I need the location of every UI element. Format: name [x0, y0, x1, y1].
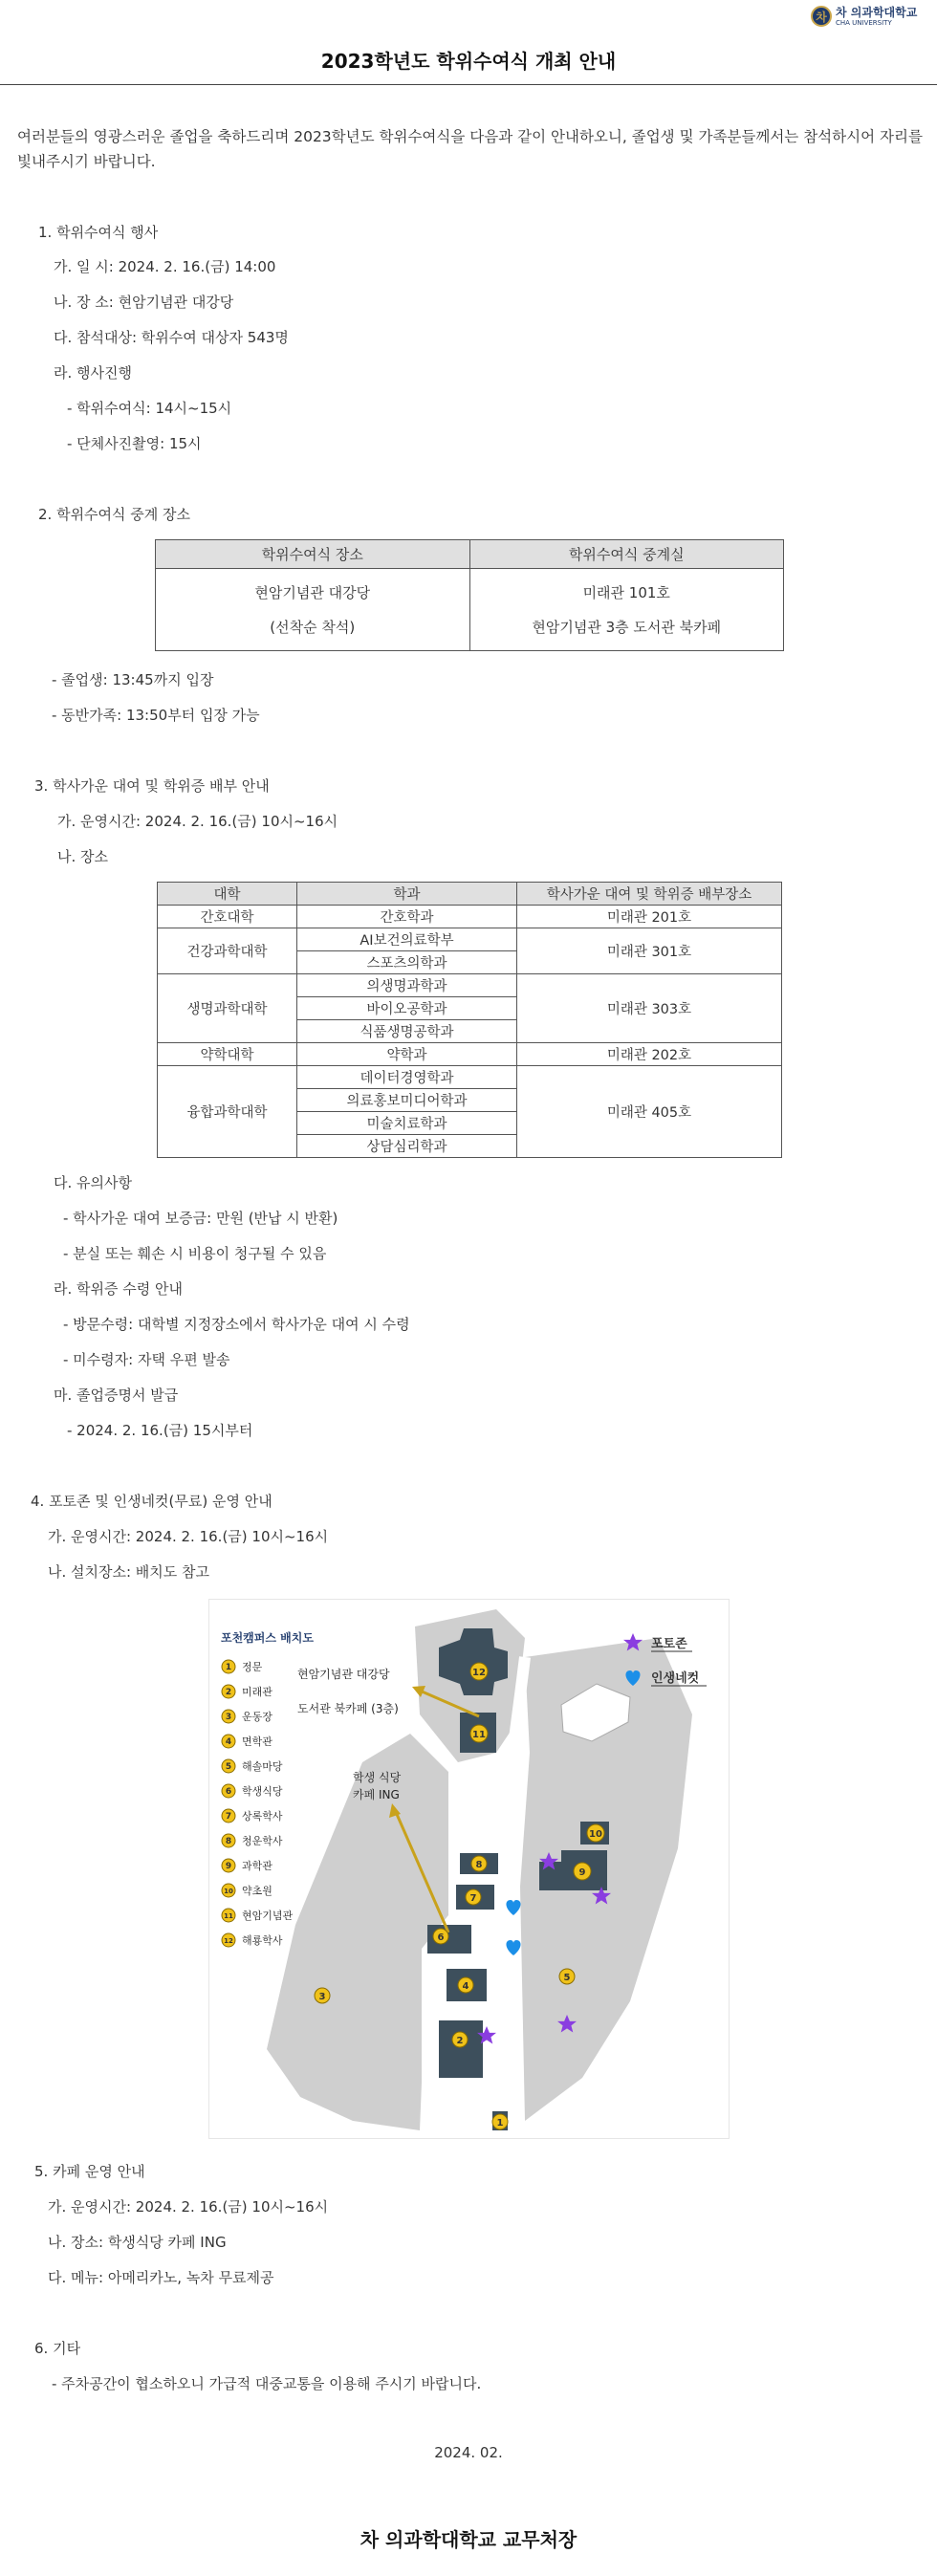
table-row	[158, 928, 782, 951]
dept-cell: AI보건의료학부	[297, 928, 517, 951]
key-photozone-label: 포토존	[651, 1637, 687, 1651]
table-cell	[156, 569, 470, 651]
svg-text:2: 2	[456, 2036, 464, 2046]
dept-cell: 의료홍보미디어학과	[297, 1089, 517, 1112]
table-header: 대학	[158, 883, 297, 906]
svg-text:8: 8	[475, 1860, 483, 1870]
legend-number: 5	[225, 1762, 232, 1772]
s1-program-photo: - 단체사진촬영: 15시	[67, 435, 202, 452]
table-cell	[469, 569, 784, 651]
legend-label: 학생식당	[242, 1785, 283, 1798]
legend-label: 청운학사	[242, 1835, 283, 1847]
campus-map	[208, 1599, 730, 2139]
map-marker-12	[470, 1663, 488, 1680]
dept-cell: 바이오공학과	[297, 997, 517, 1020]
s3-hours: 가. 운영시간: 2024. 2. 16.(금) 10시~16시	[57, 813, 338, 830]
place-cell: 미래관 303호	[517, 974, 782, 1043]
dept-cell: 의생명과학과	[297, 974, 517, 997]
map-marker-10	[587, 1824, 604, 1842]
svg-text:7: 7	[469, 1893, 477, 1904]
issue-date: 2024. 02.	[434, 2444, 503, 2461]
photobooth-heart-icon	[506, 1900, 520, 1915]
map-title: 포천캠퍼스 배치도	[221, 1631, 314, 1645]
place-cell: 미래관 202호	[517, 1043, 782, 1066]
dept-cell: 미술치료학과	[297, 1112, 517, 1135]
broadcast-venue-table	[155, 539, 784, 651]
legend-number: 11	[224, 1912, 233, 1920]
college-cell: 건강과학대학	[158, 928, 297, 974]
college-cell: 간호대학	[158, 906, 297, 928]
callout-cafeteria: 학생 식당	[353, 1771, 402, 1784]
s1-venue: 나. 장 소: 현암기념관 대강당	[54, 294, 234, 311]
key-photobooth-label: 인생네컷	[651, 1671, 700, 1686]
s1-program-ceremony: - 학위수여식: 14시~15시	[67, 400, 232, 417]
s5-place: 나. 장소: 학생식당 카페 ING	[48, 2234, 227, 2251]
dept-cell: 상담심리학과	[297, 1135, 517, 1158]
legend-number: 4	[225, 1737, 232, 1747]
s3-certificate-time: - 2024. 2. 16.(금) 15시부터	[67, 1422, 253, 1439]
table-row	[158, 1066, 782, 1089]
venue-note: (선착순 착석)	[270, 618, 356, 636]
callout-auditorium: 현암기념관 대강당	[297, 1668, 390, 1681]
svg-text:4: 4	[462, 1981, 469, 1992]
map-marker-9	[574, 1863, 591, 1880]
legend-label: 과학관	[242, 1860, 272, 1872]
legend-number: 10	[224, 1888, 233, 1895]
s6-parking-note: - 주차공간이 협소하오니 가급적 대중교통을 이용해 주시기 바랍니다.	[52, 2375, 482, 2392]
s3-note-deposit: - 학사가운 대여 보증금: 만원 (반납 시 반환)	[63, 1210, 338, 1227]
logo-name-en: CHA UNIVERSITY	[836, 18, 892, 27]
college-cell: 약학대학	[158, 1043, 297, 1066]
table-row	[158, 1043, 782, 1066]
legend-label: 미래관	[242, 1686, 272, 1698]
legend-label: 해룡학사	[242, 1934, 283, 1947]
logo-seal-icon: 차	[811, 6, 832, 27]
s1-attendees: 다. 참석대상: 학위수여 대상자 543명	[54, 329, 289, 346]
photobooth-heart-icon	[506, 1940, 520, 1955]
table-header: 학과	[297, 883, 517, 906]
map-marker-4	[458, 1977, 473, 1993]
legend-label: 약초원	[242, 1885, 272, 1897]
svg-text:3: 3	[318, 1992, 326, 2002]
college-cell: 생명과학대학	[158, 974, 297, 1043]
svg-text:5: 5	[563, 1973, 571, 1983]
table-row	[158, 974, 782, 997]
map-marker-11	[470, 1725, 488, 1742]
dept-cell: 약학과	[297, 1043, 517, 1066]
svg-text:12: 12	[472, 1668, 486, 1678]
svg-text:9: 9	[578, 1867, 586, 1878]
s1-program: 라. 행사진행	[54, 364, 132, 382]
svg-text:6: 6	[437, 1932, 445, 1943]
title-divider	[0, 84, 937, 85]
legend-number: 3	[225, 1713, 232, 1722]
table-header: 학사가운 대여 및 학위증 배부장소	[517, 883, 782, 906]
section-5-heading: 5. 카페 운영 안내	[34, 2163, 145, 2180]
college-cell: 융합과학대학	[158, 1066, 297, 1158]
section-4-heading: 4. 포토존 및 인생네컷(무료) 운영 안내	[31, 1493, 272, 1510]
dept-cell: 식품생명공학과	[297, 1020, 517, 1043]
section-1-heading: 1. 학위수여식 행사	[38, 224, 159, 241]
callout-library: 도서관 북카페 (3층)	[297, 1702, 399, 1715]
map-marker-8	[471, 1856, 487, 1871]
s3-diploma-mail: - 미수령자: 자택 우편 발송	[63, 1351, 230, 1368]
s3-place: 나. 장소	[57, 848, 109, 865]
s2-note-graduates: - 졸업생: 13:45까지 입장	[52, 671, 214, 688]
legend-label: 현암기념관	[242, 1910, 294, 1922]
venue-name: 현암기념관 대강당	[254, 583, 371, 601]
map-marker-7	[466, 1889, 481, 1905]
table-row	[158, 906, 782, 928]
map-marker-3	[315, 1988, 330, 2003]
legend-label: 정문	[242, 1661, 263, 1673]
s2-note-family: - 동반가족: 13:50부터 입장 가능	[52, 707, 260, 724]
legend-label: 면학관	[242, 1736, 272, 1748]
legend-label: 상록학사	[242, 1810, 283, 1823]
s5-hours: 가. 운영시간: 2024. 2. 16.(금) 10시~16시	[48, 2198, 329, 2216]
s4-hours: 가. 운영시간: 2024. 2. 16.(금) 10시~16시	[48, 1528, 329, 1545]
map-marker-5	[559, 1969, 575, 1984]
dept-cell: 간호학과	[297, 906, 517, 928]
map-marker-1	[492, 2114, 508, 2129]
svg-text:10: 10	[589, 1829, 602, 1840]
place-cell: 미래관 301호	[517, 928, 782, 974]
map-marker-6	[433, 1929, 448, 1944]
logo-name-ko: 차 의과학대학교	[836, 5, 918, 19]
place-cell: 미래관 405호	[517, 1066, 782, 1158]
s1-datetime: 가. 일 시: 2024. 2. 16.(금) 14:00	[54, 258, 276, 275]
section-3-heading: 3. 학사가운 대여 및 학위증 배부 안내	[34, 777, 270, 795]
s3-notes-heading: 다. 유의사항	[54, 1174, 132, 1191]
document-title: 2023학년도 학위수여식 개최 안내	[320, 50, 617, 73]
map-marker-2	[452, 2032, 468, 2047]
broadcast-room-1: 미래관 101호	[582, 583, 670, 601]
dept-cell: 스포츠의학과	[297, 951, 517, 974]
s3-diploma-heading: 라. 학위증 수령 안내	[54, 1280, 183, 1298]
s5-menu: 다. 메뉴: 아메리카노, 녹차 무료제공	[48, 2269, 274, 2286]
broadcast-room-2: 현암기념관 3층 도서관 북카페	[532, 618, 722, 636]
legend-label: 운동장	[242, 1711, 272, 1723]
university-logo	[811, 4, 917, 29]
gown-distribution-table	[157, 882, 782, 1158]
svg-text:1: 1	[496, 2118, 504, 2128]
section-6-heading: 6. 기타	[34, 2340, 81, 2357]
issuer-signature: 차 의과학대학교 교무처장	[360, 2528, 577, 2551]
s4-location: 나. 설치장소: 배치도 참고	[48, 1563, 210, 1581]
legend-number: 7	[225, 1812, 232, 1822]
dept-cell: 데이터경영학과	[297, 1066, 517, 1089]
section-2-heading: 2. 학위수여식 중계 장소	[38, 506, 191, 523]
intro-paragraph: 여러분들의 영광스러운 졸업을 축하드리며 2023학년도 학위수여식을 다음과 같이 안내하오니, 졸업생 및 가족분들께서는 참석하시어 자리를 빛내주시기 바랍니다.	[17, 128, 923, 170]
s3-note-damage: - 분실 또는 훼손 시 비용이 청구될 수 있음	[63, 1245, 327, 1262]
s3-certificate-heading: 마. 졸업증명서 발급	[54, 1386, 179, 1404]
legend-label: 해솔마당	[242, 1760, 283, 1773]
map-building-2	[439, 2020, 483, 2078]
legend-number: 2	[225, 1688, 232, 1697]
s3-diploma-visit: - 방문수령: 대학별 지정장소에서 학사가운 대여 시 수령	[63, 1316, 410, 1333]
map-legend	[222, 1660, 294, 1947]
table-header: 학위수여식 중계실	[469, 540, 784, 569]
callout-cafe: 카페 ING	[353, 1788, 400, 1801]
legend-number: 8	[225, 1837, 232, 1846]
legend-number: 1	[225, 1663, 232, 1672]
legend-number: 12	[224, 1937, 233, 1945]
table-header: 학위수여식 장소	[156, 540, 470, 569]
legend-number: 9	[225, 1862, 232, 1871]
place-cell: 미래관 201호	[517, 906, 782, 928]
svg-text:11: 11	[472, 1730, 486, 1740]
legend-number: 6	[225, 1787, 232, 1797]
